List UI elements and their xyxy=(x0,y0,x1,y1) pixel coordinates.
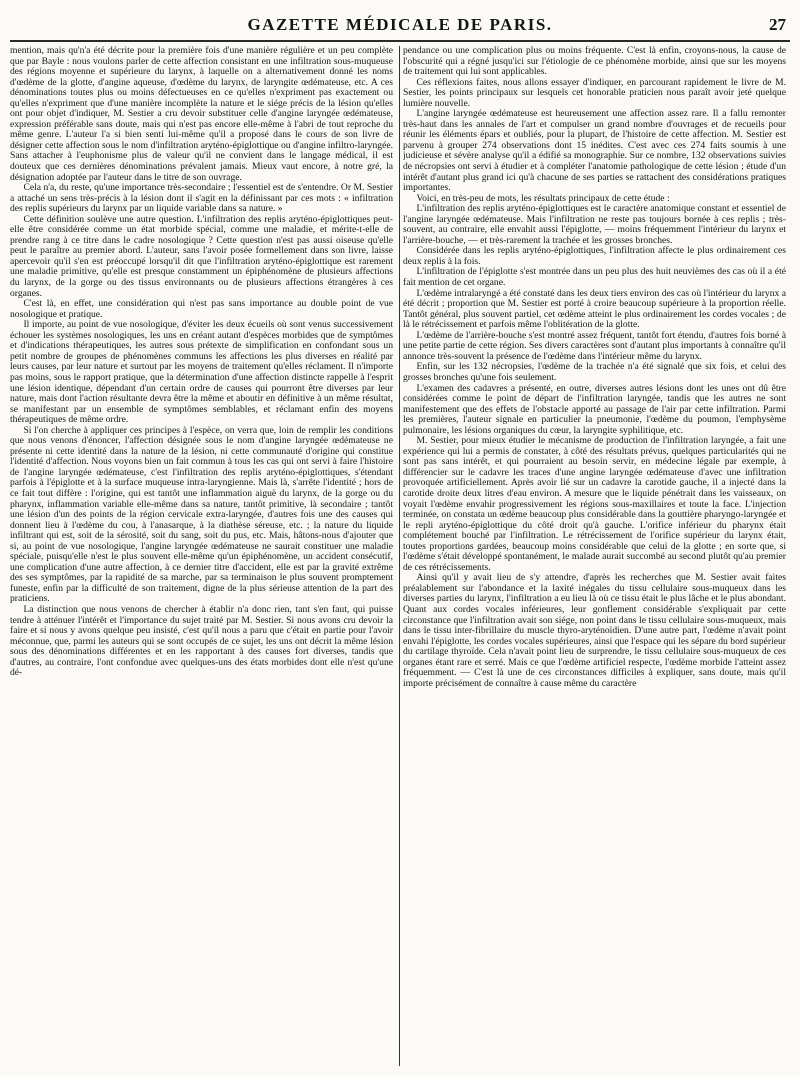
paragraph: L'infiltration des replis aryténo-épiglottiques est le caractère anatomique constant et essentiel de l'angine laryngée œdémateuse. Mais l'infiltration ne reste pas toujours bornée à ces replis ; très-souvent, au contraire, elle envahit aussi l'épiglotte, — moins fréquemment l'intérieur du larynx et l'arrière-bouche, — et très-rarement la trachée et les grosses bronches. xyxy=(403,203,786,246)
paragraph: L'examen des cadavres a présenté, en outre, diverses autres lésions dont les unes ont dû être considérées comme le point de départ de l'infiltration laryngée, tandis que les autres ne sont manifestement que des effets de l'obstacle apporté au passage de l'air par cette infiltration. Parmi les premières, l'auteur signale en particulier la pneumonie, l'œdème du poumon, l'emphysème pulmonaire, les lésions organiques du cœur, la laryngite syphilitique, etc. xyxy=(403,382,786,436)
paragraph: L'angine laryngée œdémateuse est heureusement une affection assez rare. Il a fallu remonter très-haut dans les annales de l'art et compulser un grand nombre d'ouvrages et de recueils pour réunir les éléments épars et oubliés, pour la plupart, de l'histoire de cette affection. M. Sestier est parvenu à grouper 274 observations dont 15 inédites. C'est avec ces 274 faits soumis à une judicieuse et sévère analyse qu'il a édifié sa monographie. Sur ce nombre, 132 observations suivies de nécropsies ont servi à étudier et à compléter l'anatomie pathologique de cette lésion ; étude d'un intérêt d'autant plus grand ici qu'à chacune de ses parties se rattachent des considérations pratiques importantes. xyxy=(403,108,786,194)
page-header xyxy=(10,6,790,42)
paragraph: L'œdème de l'arrière-bouche s'est montré assez fréquent, tantôt fort étendu, d'autres fois borné à une petite partie de cette région. Ses divers caractères sont d'autant plus importants à connaître qu'il annonce très-souvent la présence de l'œdème dans l'intérieur même du larynx. xyxy=(403,329,786,362)
paragraph: pendance ou une complication plus ou moins fréquente. C'est là enfin, croyons-nous, la cause de l'obscurité qui a régné jusqu'ici sur l'étiologie de ce phénomène morbide, ainsi que sur les moyens de traitement qui lui sont applicables. xyxy=(403,46,786,78)
paragraph: M. Sestier, pour mieux étudier le mécanisme de production de l'infiltration laryngée, a fait une expérience qui lui a permis de constater, à côté des résultats prévus, quelques particularités qui ne sont pas sans intérêt, et qui pourraient au besoin servir, en médecine légale par exemple, à différencier sur le cadavre les traces d'une angine laryngée œdémateuse d'avec une infiltration provoquée artificiellement. Après avoir lié sur un cadavre la carotide gauche, il a injecté dans la carotide droite deux litres d'eau environ. A mesure que le liquide pénétrait dans les vaisseaux, on voyait l'œdème envahir progressivement les régions sous-maxillaires et toute la face. L'injection terminée, on constata un œdème beaucoup plus considérable dans la gouttière pharyngo-laryngée et le repli aryténo-épiglottique du côté droit qu'à gauche. L'orifice inférieur du pharynx était complétement bouché par l'infiltration. Le rétrécissement de l'orifice supérieur du larynx était, toutes proportions gardées, beaucoup moins considérable que celui de la glotte ; en sorte que, si l'œdème s'était développé spontanément, le malade aurait succombé au second plutôt qu'au premier de ces rétrécissements. xyxy=(403,435,786,573)
paragraph: Si l'on cherche à appliquer ces principes à l'espèce, on verra que, loin de remplir les conditions que nous venons d'énoncer, l'affection désignée sous le nom d'angine laryngée œdémateuse ne présente ni cette identité dans la nature de la lésion, ni cette communauté d'origine qui constitue l'identité d'affection. Nous voyons bien un fait commun à tous les cas qui ont servi à faire l'histoire de l'angine laryngée œdémateuse, c'est l'infiltration des replis aryténo-épiglottiques, s'étendant parfois à l'épiglotte et à la surface muqueuse intra-laryngienne. Mais là, s'arrête l'identité ; hors de ce fait tout diffère : l'origine, qui est tantôt une inflammation aiguë du larynx, de la gorge ou du pharynx, inflammation variable elle-même dans sa nature, tantôt primitive, là secondaire ; tantôt une lésion d'un des points de la région cervicale extra-laryngée, d'autres fois une des causes qui donnent lieu à l'œdème du cou, à l'anasarque, à la diathèse séreuse, etc. ; la nature du liquide infiltrant qui est, soit de la sérosité, soit du sang, soit du pus, etc. Mais, hâtons-nous d'ajouter que si, au point de vue nosologique, l'angine laryngée œdémateuse ne saurait constituer une maladie spéciale, puisqu'elle n'est le plus souvent elle-même qu'un épiphénomène, un accident consécutif, une complication d'une autre affection, à ce dernier titre d'accident, elle est par la gravité extrême des ses symptômes, par la rapidité de sa marche, par sa terminaison le plus souvent promptement funeste, enfin par la difficulté de son traitement, digne de la plus sérieuse attention de la part des praticiens. xyxy=(10,424,393,605)
paragraph: mention, mais qu'n'a été décrite pour la première fois d'une manière régulière et un peu complète que par Bayle : nous voulons parler de cette affection consistant en une infiltration sous-muqueuse des régions moyenne et supérieure du larynx, à laquelle on a alternativement donné les noms d'œdème de la glotte, d'angine aqueuse, d'œdème du larynx, de laryngite œdémateuse, etc. A ces dénominations toutes plus ou moins défectueuses en ce qu'elles n'expriment pas exactement ou qu'elles n'expriment que d'une manière incomplète la nature et le siége précis de la lésion qu'elles ont pour objet d'indiquer, M. Sestier a cru devoir substituer celle d'angine laryngée œdémateuse, expression préférable sans doute, mais qui n'est pas encore elle-même à l'abri de tout reproche du même genre. L'auteur l'a si bien senti lui-même qu'il a proposé dans le cours de son livre de désigner cette affection sous le nom d'infiltration aryténo-épiglottique ou d'angine infiltro-laryngée. Sans attacher à l'euphonisme plus de valeur qu'il ne convient dans le langage médical, il est douteux que ces dernières dénominations prévalent jamais. Mieux vaut encore, à notre gré, la désignation adoptée par l'auteur dans le titre de son ouvrage. xyxy=(10,46,393,183)
paragraph: Enfin, sur les 132 nécropsies, l'œdème de la trachée n'a été signalé que six fois, et celui des grosses bronches qu'une fois seulement. xyxy=(403,361,786,383)
paragraph: La distinction que nous venons de chercher à établir n'a donc rien, tant s'en faut, qui puisse tendre à atténuer l'intérêt et l'importance du sujet traité par M. Sestier. Si nous avons cru devoir la faire et si nous y avons quelque peu insisté, c'est qu'il nous a paru que c'était en partie pour l'avoir méconnue, que, parmi les auteurs qui se sont occupés de ce sujet, les uns ont décrit la même lésion sous des dénominations différentes et en les rapportant à des causes fort diverses, tandis que d'autres, au contraire, l'ont confondue avec quelques-uns des états morbides dont elle n'est qu'une dé- xyxy=(10,603,393,679)
journal-title: GAZETTE MÉDICALE DE PARIS. xyxy=(247,15,553,34)
paragraph: Il importe, au point de vue nosologique, d'éviter les deux écueils où sont venus successivement échouer les systèmes nosologiques, les uns en créant autant d'espèces morbides que de symptômes et d'indications thérapeutiques, les autres sous prétexte de simplification en confondant sous un petit nombre de groupes de phénomènes communs les affections les plus diverses en réalité par leurs causes, par leur nature et surtout par les moyens de traitement qu'elles réclament. Il n'importe pas moins, sous le rapport pratique, que la détermination d'une affection distincte rappelle à l'esprit une lésion identique, dépendant d'un certain ordre de causes qui pourront être diverses par leur nature, mais dont l'action résultante devra être la même et aboutir en définitive à un même résultat, se manifestant par un ensemble de symptômes semblables, et réclamant enfin des moyens thérapeutiques de même ordre. xyxy=(10,319,393,426)
paragraph: L'infiltration de l'épiglotte s'est montrée dans un peu plus des huit neuvièmes des cas où il a été fait mention de cet organe. xyxy=(403,266,786,289)
paragraph: Cette définition soulève une autre question. L'infiltration des replis aryténo-épiglottiques peut-elle être considérée comme un état morbide spécial, comme une maladie, et mérite-t-elle de prendre rang à ce titre dans le cadre nosologique ? Cette question n'est pas aussi oiseuse qu'elle peut le paraître au premier abord. L'auteur, sans l'avoir posée formellement dans son livre, laisse apercevoir qu'il s'en est préoccupé lorsqu'il dit que l'infiltration aryténo-épiglottique est rarement une maladie primitive, qu'elle est presque constamment un épiphénomène de plusieurs affections du larynx, de la gorge ou des tissus environnants ou de plusieurs affections étrangères à ces organes. xyxy=(10,213,393,299)
paragraph: C'est là, en effet, une considération qui n'est pas sans importance au double point de vue nosologique et pratique. xyxy=(10,298,393,320)
column-divider xyxy=(399,46,400,1066)
page-number: 27 xyxy=(769,15,786,34)
paragraph: Ces réflexions faites, nous allons essayer d'indiquer, en parcourant rapidement le livre de M. Sestier, les points principaux sur lesquels cet honorable praticien nous paraît avoir jeté quelque lumière nouvelle. xyxy=(403,76,786,109)
paragraph: Voici, en très-peu de mots, les résultats principaux de cette étude : xyxy=(416,192,670,204)
right-column xyxy=(403,46,786,1068)
left-column xyxy=(10,46,393,1068)
paragraph: L'œdème intralaryngé a été constaté dans les deux tiers environ des cas où l'intérieur du larynx a été décrit ; proportion que M. Sestier est porté à croire beaucoup supérieure à la proportion réelle. Tantôt général, plus souvent partiel, cet œdème atteint le plus ordinairement les cordes vocales ; de là le rétrécissement et parfois même l'oblitération de la glotte. xyxy=(403,287,786,331)
paragraph: Considérée dans les replis aryténo-épiglottiques, l'infiltration affecte le plus ordinairement ces deux replis à la fois. xyxy=(403,245,786,267)
paragraph: Ainsi qu'il y avait lieu de s'y attendre, d'après les recherches que M. Sestier avait faites préalablement sur l'abondance et la laxité inégales du tissu cellulaire sous-muqueux dans les diverses parties du larynx, l'infiltration a eu lieu là où ce tissu était le plus lâche et le plus abondant. Quant aux cordes vocales inférieures, leur gonflement considérable s'expliquait par cette circonstance que l'infiltration avait son siége, non point dans le tissu cellulaire sous-muqueux, mais dans le tissu inter-fibrillaire du muscle thyro-aryténoïdien. D'une autre part, l'œdème n'avait point envahi l'épiglotte, les cordes vocales supérieures, ainsi que l'espace qui les sépare du bord supérieur du cartilage thyroïde. Cela n'avait point lieu de surprendre, le tissu cellulaire sous-muqueux de ces organes étant rare et serré. Mais ce que l'œdème artificiel respecte, l'œdème morbide l'atteint assez fréquemment. — C'est là une de ces circonstances difficiles à expliquer, sans doute, mais qu'il importe précisément de connaître à cause même du caractère xyxy=(403,572,786,689)
paragraph: Cela n'a, du reste, qu'une importance très-secondaire ; l'essentiel est de s'entendre. Or M. Sestier a attaché un sens très-précis à la lésion dont il s'agit en la définissant par ces mots : « infiltration des replis supérieurs du larynx par un liquide variable dans sa nature. » xyxy=(10,182,393,215)
